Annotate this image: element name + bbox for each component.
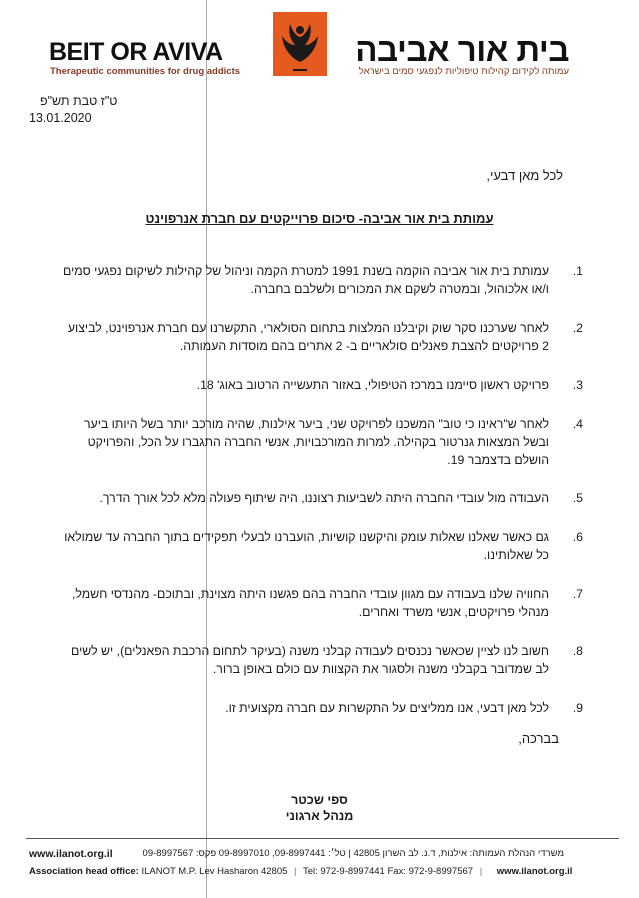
brand-tagline-en: Therapeutic communities for drug addicts xyxy=(50,66,241,77)
brand-name-he: בית אור אביבה xyxy=(355,31,569,68)
list-item xyxy=(59,489,583,507)
item-text: לאחר שערכנו סקר שוק וקיבלנו המלצות בתחום הסולארי, התקשרנו עם חברת אנרפוינט, לביצוע 2 פרויקטים להצבת פאנלים סולאריים ב- 2 אתרים בהם מוסדות העמותה. xyxy=(67,321,549,353)
list-item xyxy=(59,699,583,717)
item-text: חשוב לנו לציין שכאשר נכנסים לעבודה קבלני משנה (בעיקר לתחום הרכבת הפאנלים), יש לשים לב שמדובר בקבלני משנה ולסגור את הקצוות עם כולם באופן ברור. xyxy=(70,644,549,676)
footer-tel: Tel: 972-9-8997441 xyxy=(302,866,385,877)
item-text: עמותת בית אור אביבה הוקמה בשנת 1991 למטרת הקמה וניהול של קהילות לשיקום נפגעי סמים ו/או אלכוהול, ובמטרה לשקם את המכורים ולשלבם בחברה. xyxy=(62,264,549,296)
item-number: .4 xyxy=(572,417,583,431)
item-text: פרויקט ראשון סיימנו במרכז הטיפולי, באזור התעשייה הרטוב באוג' 18. xyxy=(196,378,549,392)
signer-title: מנהל ארגוני xyxy=(285,809,354,823)
footer-office-label: Association head office: xyxy=(29,866,139,877)
footer-fax: Fax: 972-9-8997567 xyxy=(387,866,474,877)
item-number: .7 xyxy=(572,587,583,601)
footer-website-link-right[interactable]: www.ilanot.org.il xyxy=(496,866,573,877)
item-text: העבודה מול עובדי החברה היתה לשביעות רצוננו, היה שיתוף פעולה מלא לכל אורך הדרך. xyxy=(99,491,549,505)
salutation: לכל מאן דבעי, xyxy=(486,168,563,183)
hebrew-date: ט"ז טבת תש"פ xyxy=(40,94,118,108)
footer-separator: | xyxy=(479,866,483,877)
letter-items xyxy=(59,262,583,717)
list-item xyxy=(59,642,583,678)
signer-name: ספי שכטר xyxy=(291,793,348,807)
item-number: .8 xyxy=(572,644,583,658)
item-number: .2 xyxy=(572,321,583,335)
brand-name-en: BEIT OR AVIVA xyxy=(49,38,223,66)
list-item xyxy=(59,415,583,469)
item-number: .9 xyxy=(572,701,583,715)
brand-tagline-he: עמותה לקידום קהילות טיפוליות לנפגעי סמים בישראל xyxy=(358,66,569,77)
item-number: .5 xyxy=(572,491,583,505)
item-text: גם כאשר שאלנו שאלות עומק והיקשנו קושיות, הועברנו לבעלי תפקידים בתוך החברה עד שמולאו כל שאלותינו. xyxy=(64,530,549,562)
gregorian-date: 13.01.2020 xyxy=(29,111,92,125)
item-number: .6 xyxy=(572,530,583,544)
item-number: .3 xyxy=(572,378,583,392)
item-text: לכל מאן דבעי, אנו ממליצים על התקשרות עם חברה מקצועית זו. xyxy=(225,701,549,715)
phoenix-logo-icon xyxy=(273,12,327,76)
list-item xyxy=(59,376,583,394)
closing: בברכה, xyxy=(518,731,559,746)
footer-separator: | xyxy=(294,866,297,877)
footer-divider xyxy=(26,838,619,839)
item-text: החוויה שלנו בעבודה עם מגוון עובדי החברה בהם פגשנו היתה מצוינת, ובתוכם- מהנדסי חשמל, מנהלי פרויקטים, אנשי משרד ואחרים. xyxy=(71,587,549,619)
logo xyxy=(273,12,327,76)
footer-office-address: ILANOT M.P. Lev Hasharon 42805 xyxy=(141,866,288,877)
list-item xyxy=(59,585,583,621)
item-number: .1 xyxy=(572,264,583,278)
letter-subject: עמותת בית אור אביבה- סיכום פרוייקטים עם חברת אנרפוינט xyxy=(145,211,494,226)
footer-hebrew-contact: משרדי הנהלת העמותה: אילנות, ד.נ. לב השרון 42805 | טל׳: 09-8997441, 09-8997010 פקס: 09-8997567 xyxy=(142,848,564,859)
footer-website-link[interactable]: www.ilanot.org.il xyxy=(29,848,113,860)
list-item xyxy=(59,528,583,564)
list-item xyxy=(59,319,583,355)
list-item xyxy=(59,262,583,298)
item-text: לאחר ש"ראינו כי טוב" המשכנו לפרויקט שני, ביער אילנות, שהיה מורכב יותר בשל היותו ביער ובשל המצאות גנרטור בקהילה. למרות המורכבויות, אנשי החברה התגברו על הכל, והפרויקט הושלם בדצמבר 19. xyxy=(83,417,549,467)
footer-english-contact xyxy=(29,866,572,877)
